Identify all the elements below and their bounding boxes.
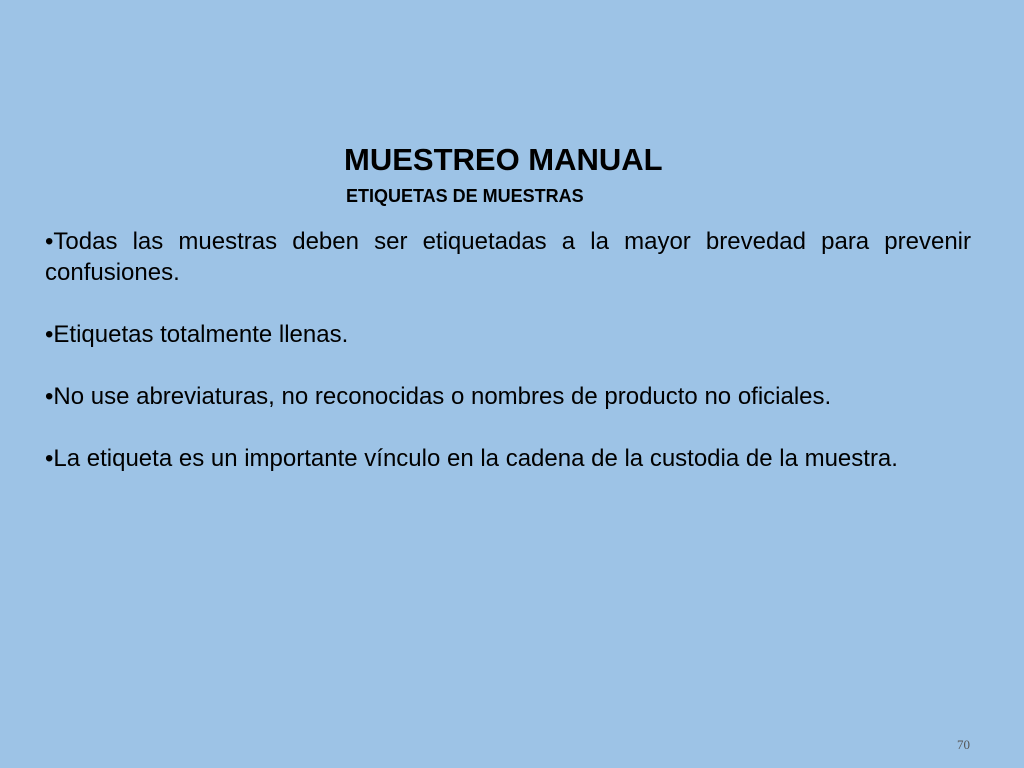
bullet-item: •No use abreviaturas, no reconocidas o nombres de producto no oficiales. [45, 383, 832, 410]
bullet-item: •Etiquetas totalmente llenas. [45, 321, 349, 348]
slide-subtitle: ETIQUETAS DE MUESTRAS [346, 186, 584, 206]
slide-title: MUESTREO MANUAL [344, 142, 663, 177]
bullet-item: •Todas las muestras deben ser etiquetadas a la mayor brevedad para prevenir confusiones. [45, 228, 971, 286]
page-number: 70 [957, 737, 970, 752]
bullet-list [45, 226, 971, 474]
bullet-item: •La etiqueta es un importante vínculo en la cadena de la custodia de la muestra. [45, 445, 898, 472]
